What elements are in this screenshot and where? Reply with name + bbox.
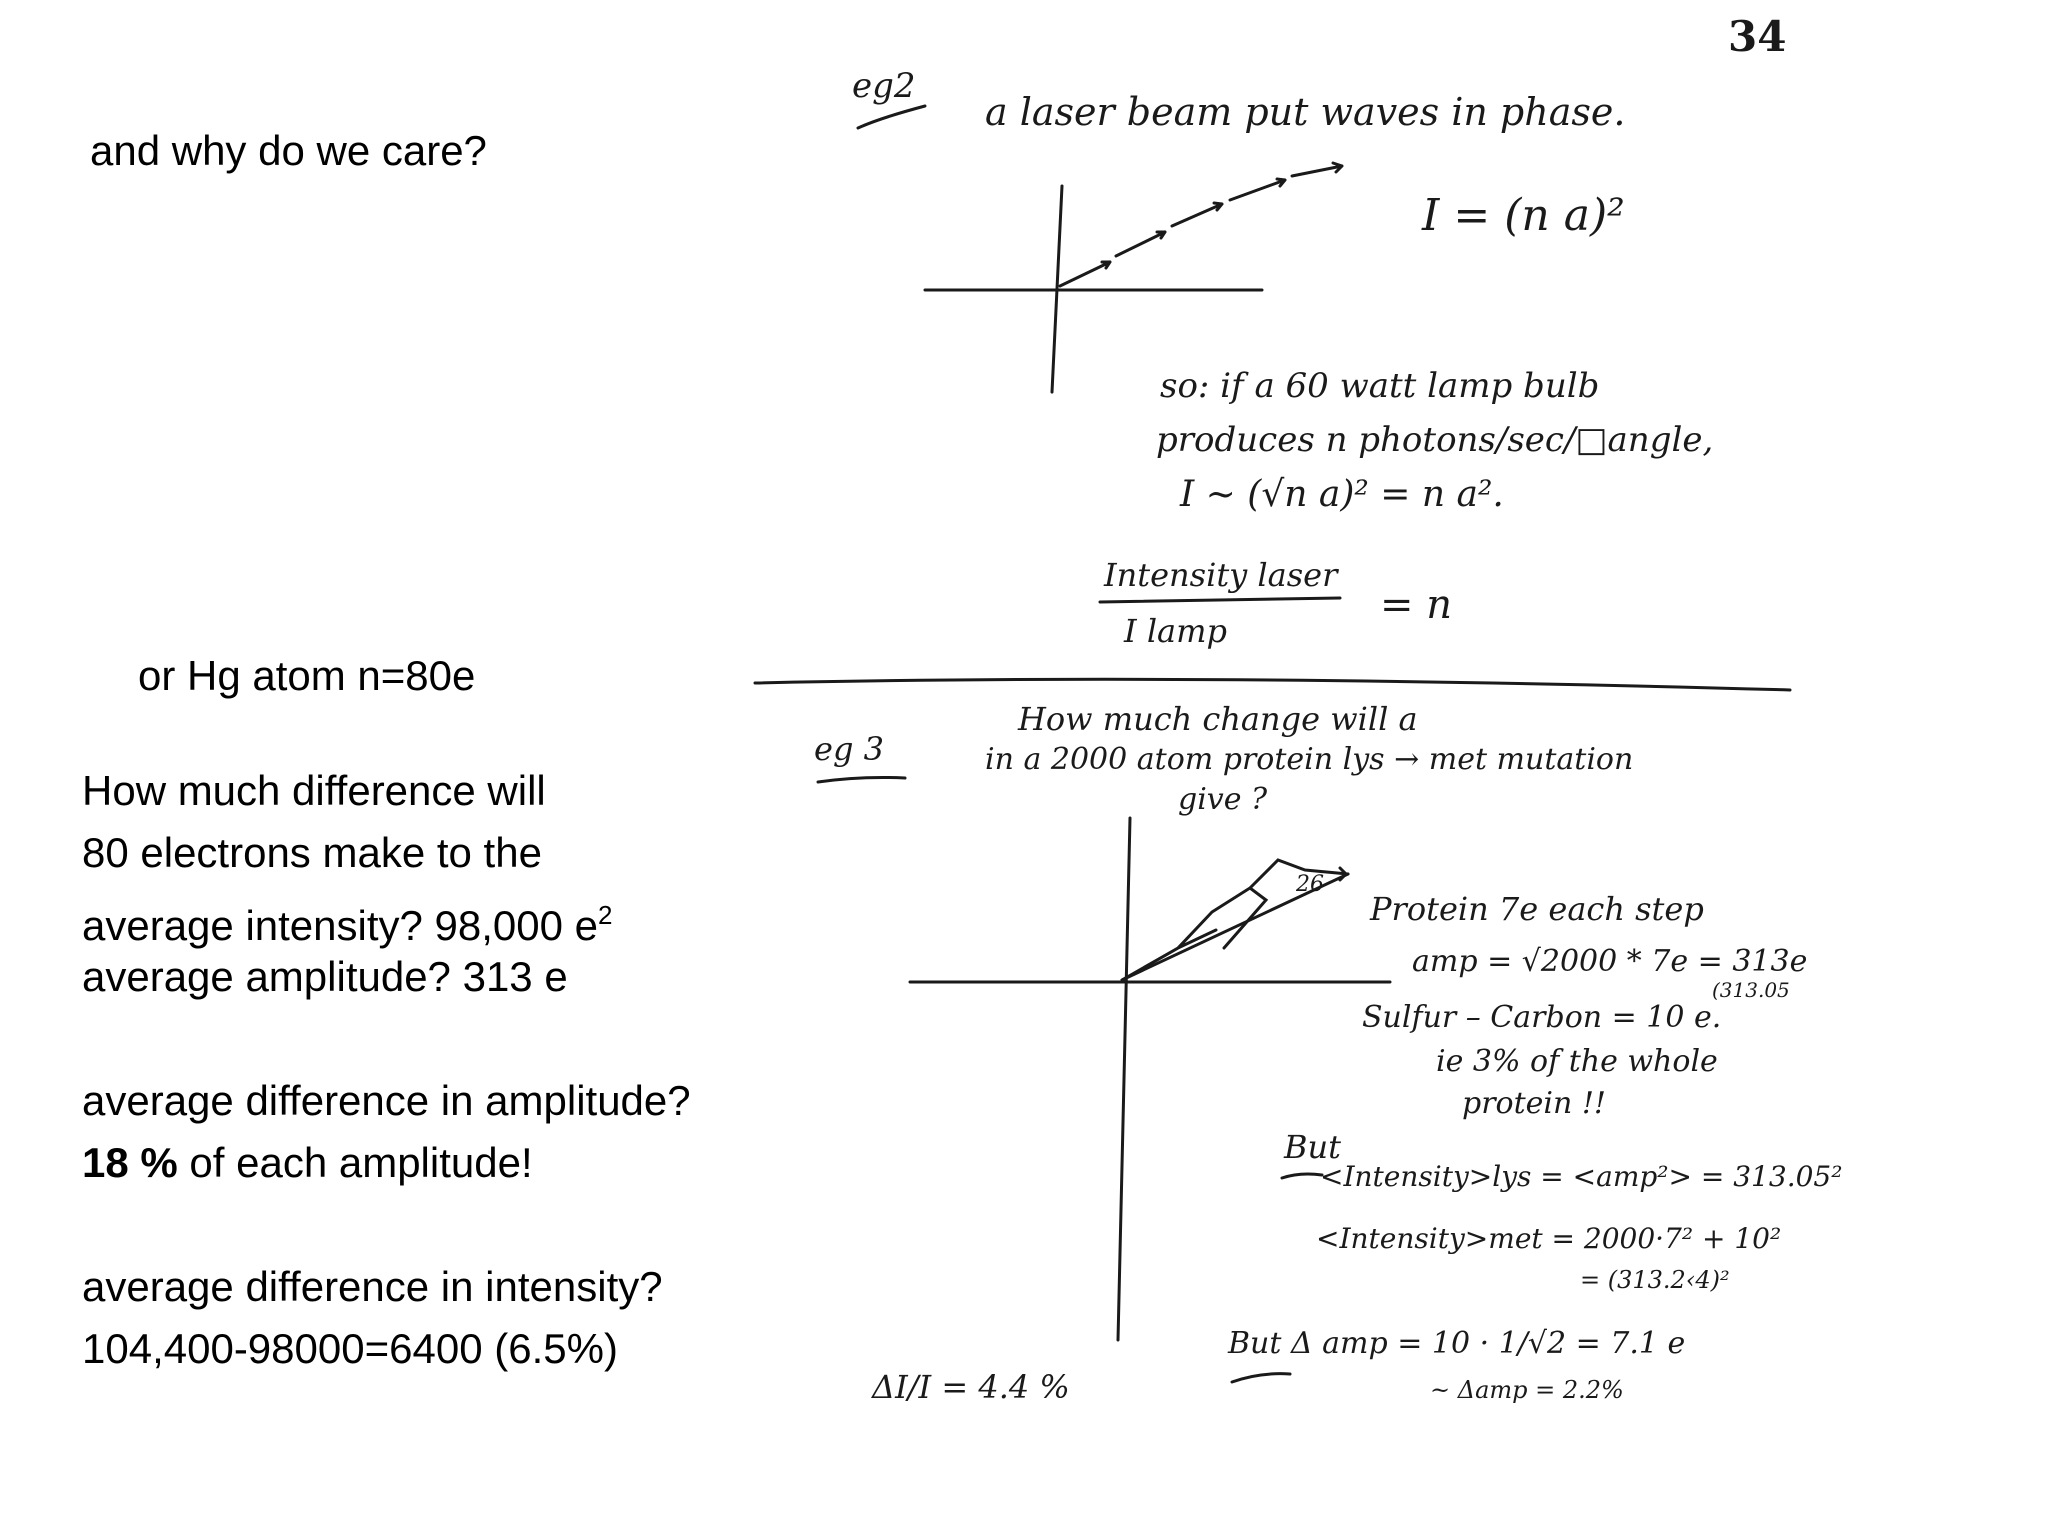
but-result: = (313.2‹4)² [1580, 1266, 1730, 1294]
but2-underline [1232, 1374, 1290, 1382]
eg2-title: a laser beam put waves in phase. [985, 90, 1626, 134]
percent-rest: of each amplitude! [177, 1139, 533, 1186]
average-amplitude-line: average amplitude? 313 e [82, 953, 568, 1000]
delta-amp-line: But Δ amp = 10 · 1/√2 = 7.1 e [1228, 1326, 1686, 1361]
lamp-line-3: I ~ (√n a)² = n a². [1180, 474, 1504, 515]
slide-title: and why do we care? [90, 127, 487, 174]
percent-bold: 18 % [82, 1139, 178, 1186]
protein-line-5: ie 3% of the whole [1436, 1044, 1718, 1079]
protein-line-4: Sulfur – Carbon = 10 e. [1362, 1000, 1722, 1035]
eg2-vector-arrows [1060, 163, 1342, 286]
eg3-line-2: in a 2000 atom protein lys → met mutation [985, 742, 1634, 777]
delta-intensity-note: ΔI/I = 4.4 % [872, 1368, 1070, 1406]
protein-line-2: amp = √2000 * 7e = 313e [1412, 944, 1808, 979]
page-number: 34 [1728, 12, 1787, 61]
protein-line-1: Protein 7e each step [1370, 890, 1704, 928]
intensity-difference-answer: 104,400-98000=6400 (6.5%) [82, 1325, 618, 1372]
eg3-line-3: give ? [1178, 782, 1268, 817]
average-intensity-text: average intensity? 98,000 e [82, 902, 599, 949]
protein-line-3: (313.05 [1712, 978, 1790, 1002]
lamp-line-1: so: if a 60 watt lamp bulb [1160, 366, 1600, 406]
but-intensity-met: <Intensity>met = 2000·7² + 10² [1316, 1222, 1782, 1255]
but-underline [1282, 1174, 1322, 1178]
amplitude-difference-question: average difference in amplitude? [82, 1077, 691, 1124]
vector-label-26: 26 [1296, 872, 1324, 897]
hg-atom-text: or Hg atom n=80e [138, 652, 476, 699]
eg3-line-1: How much change will a [1018, 700, 1418, 738]
ratio-numerator: Intensity laser [1104, 556, 1338, 594]
eg2-label: eg2 [852, 66, 916, 106]
eg2-underline [858, 106, 925, 128]
protein-line-6: protein !! [1462, 1086, 1606, 1121]
but-intensity-lys: <Intensity>lys = <amp²> = 313.05² [1320, 1160, 1843, 1193]
section-divider [755, 679, 1790, 690]
eg3-label: eg 3 [814, 730, 884, 768]
but-label-1: But [1284, 1128, 1341, 1166]
superscript-2: 2 [598, 900, 613, 930]
eg3-underline [818, 778, 905, 783]
ratio-denominator: I lamp [1124, 612, 1227, 650]
question-line-2: 80 electrons make to the [82, 829, 542, 876]
delta-amp-percent: ~ Δamp = 2.2% [1430, 1376, 1624, 1404]
lamp-line-2: produces n photons/sec/□angle, [1156, 420, 1714, 460]
formula-intensity: I = (n a)² [1422, 190, 1625, 241]
eg3-vertical-axis [1118, 818, 1130, 1340]
ratio-fraction-line [1100, 598, 1340, 602]
ratio-equals-n: = n [1380, 582, 1452, 628]
intensity-difference-question: average difference in intensity? [82, 1263, 663, 1310]
question-line-1: How much difference will [82, 767, 546, 814]
